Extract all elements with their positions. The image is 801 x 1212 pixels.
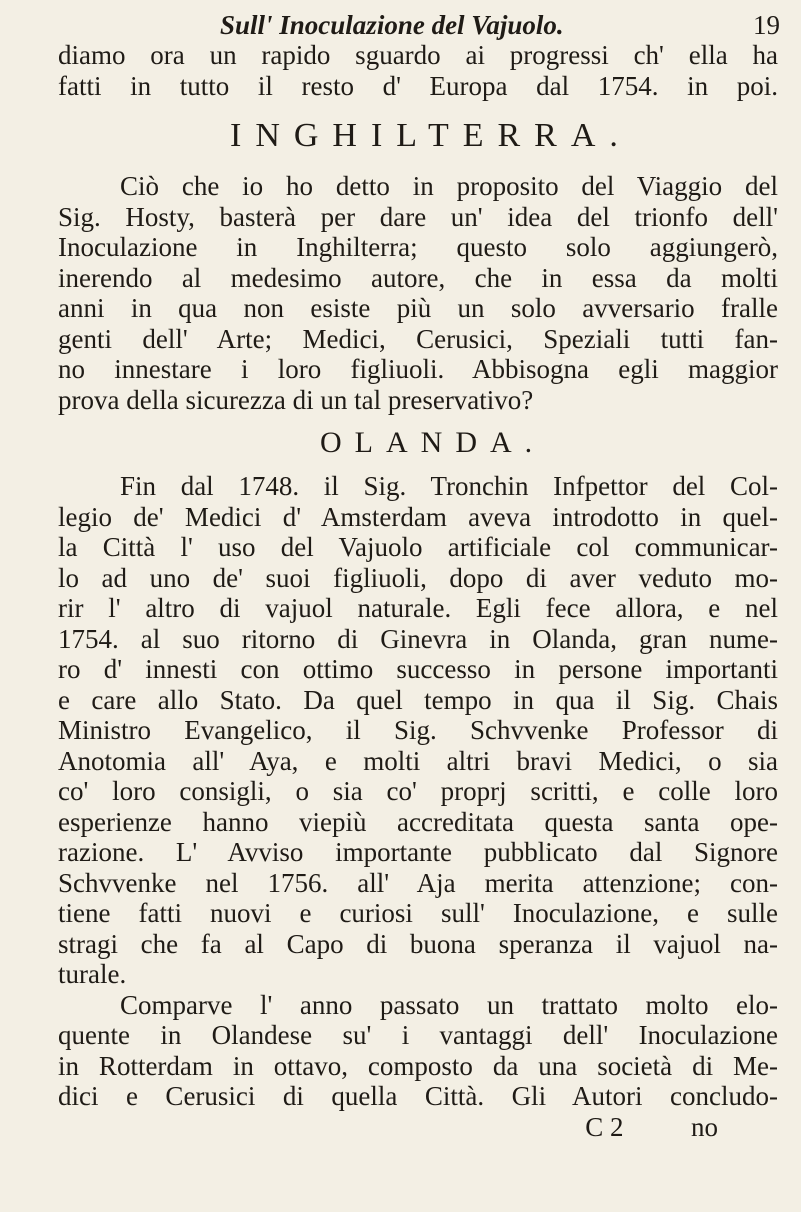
text-line: turale. bbox=[58, 959, 127, 989]
text-line: 1754. al suo ritorno di Ginevra in Olanda, gran nume- bbox=[58, 623, 778, 654]
page-number: 19 bbox=[753, 10, 780, 40]
text-line: razione. L' Avviso importante pubblicato dal Signore bbox=[58, 837, 778, 867]
text-line: quente in Olandese su' i vantaggi dell' Inoculazione bbox=[58, 1020, 778, 1050]
text-line: esperienze hanno viepiù accreditata questa santa ope- bbox=[58, 806, 778, 837]
text-line: e care allo Stato. Da quel tempo in qua il Sig. Chais bbox=[58, 684, 778, 715]
text-line: Ciò che io ho detto in proposito del Viaggio del bbox=[120, 171, 778, 201]
text-line: legio de' Medici d' Amsterdam aveva introdotto in quel- bbox=[58, 501, 778, 532]
text-line: Comparve l' anno passato un trattato molto elo- bbox=[120, 989, 778, 1020]
text-line: Anotomia all' Aya, e molti altri bravi Medici, o sia bbox=[58, 745, 778, 776]
text-line: Ministro Evangelico, il Sig. Schvvenke Professor di bbox=[58, 715, 778, 745]
running-title: Sull' Inoculazione del Vajuolo. bbox=[220, 10, 564, 40]
text-line: in Rotterdam in ottavo, composto da una società di Me- bbox=[58, 1050, 778, 1081]
text-line: dici e Cerusici di quella Città. Gli Autori concludo- bbox=[58, 1081, 778, 1111]
text-line: lo ad uno de' suoi figliuoli, dopo di aver veduto mo- bbox=[58, 562, 778, 593]
text-line: la Città l' uso del Vajuolo artificiale col communicar- bbox=[58, 532, 778, 562]
text-line: no innestare i loro figliuoli. Abbisogna egli maggior bbox=[58, 354, 778, 384]
text-line: fatti in tutto il resto d' Europa dal 1754. in poi. bbox=[58, 70, 778, 101]
text-line: Inoculazione in Inghilterra; questo solo aggiungerò, bbox=[58, 232, 778, 262]
text-line: Sig. Hosty, basterà per dare un' idea del trionfo dell' bbox=[58, 201, 778, 232]
text-line: ro d' innesti con ottimo successo in persone importanti bbox=[58, 654, 778, 684]
running-header bbox=[220, 10, 780, 41]
text-line: Fin dal 1748. il Sig. Tronchin Infpettor del Col- bbox=[120, 471, 778, 501]
text-line: tiene fatti nuovi e curiosi sull' Inoculazione, e sulle bbox=[58, 898, 778, 928]
text-line: diamo ora un rapido sguardo ai progressi ch' ella ha bbox=[58, 40, 778, 70]
text-line: Schvvenke nel 1756. all' Aja merita attenzione; con- bbox=[58, 867, 778, 898]
body-text bbox=[58, 40, 778, 1142]
text-line: prova della sicurezza di un tal preservativo? bbox=[58, 384, 534, 415]
text-line: rir l' altro di vajuol naturale. Egli fece allora, e nel bbox=[58, 593, 778, 623]
signature-catchword: C 2 no bbox=[585, 1111, 718, 1142]
text-line: inerendo al medesimo autore, che in essa da molti bbox=[58, 262, 778, 293]
text-line: stragi che fa al Capo di buona speranza il vajuol na- bbox=[58, 928, 778, 959]
text-line: co' loro consigli, o sia co' proprj scritti, e colle loro bbox=[58, 776, 778, 806]
section-heading-england: INGHILTERRA. bbox=[230, 117, 632, 154]
text-line: genti dell' Arte; Medici, Cerusici, Speziali tutti fan- bbox=[58, 323, 778, 354]
section-heading-holland: OLANDA. bbox=[320, 426, 546, 459]
text-line: anni in qua non esiste più un solo avversario fralle bbox=[58, 293, 778, 323]
